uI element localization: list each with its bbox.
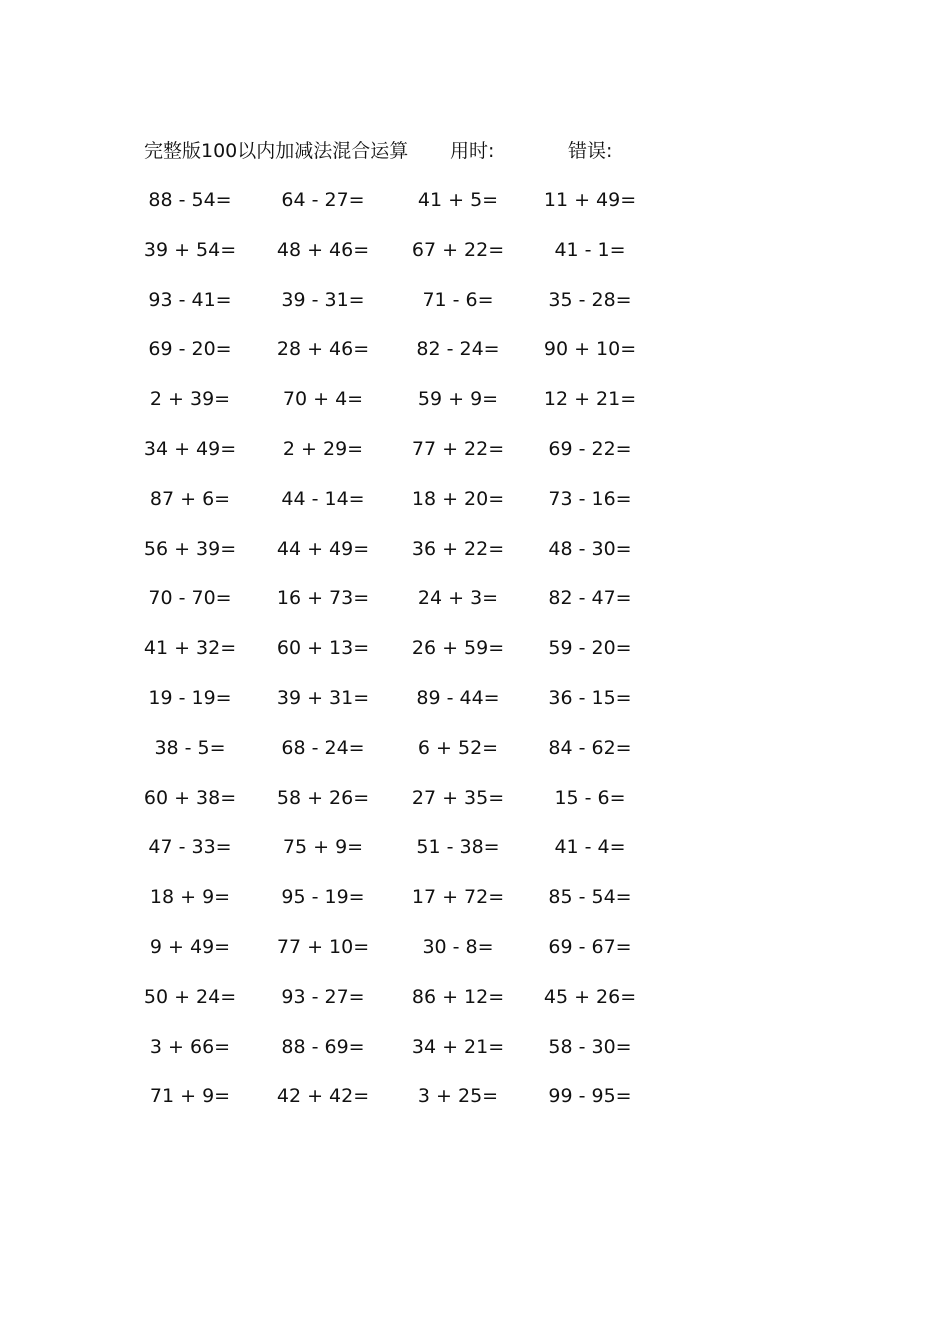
math-problem: 3 + 66= bbox=[149, 1035, 231, 1058]
math-problem: 82 - 24= bbox=[416, 338, 500, 361]
math-problem: 90 + 10= bbox=[543, 338, 637, 361]
math-problem: 73 - 16= bbox=[548, 487, 632, 510]
problem-row bbox=[0, 479, 950, 529]
math-problem: 42 + 42= bbox=[276, 1085, 370, 1108]
math-problem: 2 + 29= bbox=[282, 437, 364, 460]
problem-row bbox=[0, 578, 950, 628]
math-problem: 18 + 9= bbox=[149, 886, 231, 909]
math-problem: 26 + 59= bbox=[411, 637, 505, 660]
math-problem: 36 - 15= bbox=[548, 686, 632, 709]
worksheet-title: 完整版100以内加减法混合运算 bbox=[144, 140, 409, 162]
math-problem: 15 - 6= bbox=[554, 786, 626, 809]
math-problem: 70 + 4= bbox=[282, 388, 364, 411]
math-problem: 36 + 22= bbox=[411, 537, 505, 560]
math-problem: 69 - 67= bbox=[548, 935, 632, 958]
math-problem: 38 - 5= bbox=[154, 736, 226, 759]
math-problem: 51 - 38= bbox=[416, 836, 500, 859]
math-problem: 59 + 9= bbox=[417, 388, 499, 411]
math-problem: 58 + 26= bbox=[276, 786, 370, 809]
math-problem: 45 + 26= bbox=[543, 985, 637, 1008]
math-problem: 41 - 1= bbox=[554, 238, 626, 261]
math-problem: 68 - 24= bbox=[281, 736, 365, 759]
problem-row bbox=[0, 230, 950, 280]
problem-row bbox=[0, 728, 950, 778]
math-problem: 87 + 6= bbox=[149, 487, 231, 510]
problem-row bbox=[0, 628, 950, 678]
math-problem: 75 + 9= bbox=[282, 836, 364, 859]
problem-grid bbox=[0, 180, 950, 1126]
math-problem: 88 - 69= bbox=[281, 1035, 365, 1058]
math-problem: 30 - 8= bbox=[422, 935, 494, 958]
math-problem: 41 + 32= bbox=[143, 637, 237, 660]
math-problem: 82 - 47= bbox=[548, 587, 632, 610]
math-problem: 16 + 73= bbox=[276, 587, 370, 610]
math-problem: 18 + 20= bbox=[411, 487, 505, 510]
math-problem: 71 + 9= bbox=[149, 1085, 231, 1108]
math-problem: 59 - 20= bbox=[548, 637, 632, 660]
math-problem: 93 - 41= bbox=[148, 288, 232, 311]
problem-row bbox=[0, 529, 950, 579]
error-label: 错误: bbox=[568, 140, 613, 162]
math-problem: 47 - 33= bbox=[148, 836, 232, 859]
math-problem: 86 + 12= bbox=[411, 985, 505, 1008]
problem-row bbox=[0, 429, 950, 479]
math-problem: 28 + 46= bbox=[276, 338, 370, 361]
problem-row bbox=[0, 827, 950, 877]
math-problem: 19 - 19= bbox=[148, 686, 232, 709]
problem-row bbox=[0, 678, 950, 728]
math-problem: 27 + 35= bbox=[411, 786, 505, 809]
math-problem: 89 - 44= bbox=[416, 686, 500, 709]
math-problem: 58 - 30= bbox=[548, 1035, 632, 1058]
math-problem: 48 - 30= bbox=[548, 537, 632, 560]
math-problem: 84 - 62= bbox=[548, 736, 632, 759]
math-problem: 60 + 38= bbox=[143, 786, 237, 809]
math-problem: 99 - 95= bbox=[548, 1085, 632, 1108]
math-problem: 39 - 31= bbox=[281, 288, 365, 311]
math-problem: 35 - 28= bbox=[548, 288, 632, 311]
math-problem: 39 + 54= bbox=[143, 238, 237, 261]
math-problem: 69 - 20= bbox=[148, 338, 232, 361]
math-problem: 3 + 25= bbox=[417, 1085, 499, 1108]
math-problem: 56 + 39= bbox=[143, 537, 237, 560]
math-problem: 44 + 49= bbox=[276, 537, 370, 560]
problem-row bbox=[0, 329, 950, 379]
math-problem: 88 - 54= bbox=[148, 189, 232, 211]
problem-row bbox=[0, 927, 950, 977]
math-problem: 12 + 21= bbox=[543, 388, 637, 411]
problem-row bbox=[0, 977, 950, 1027]
math-problem: 69 - 22= bbox=[548, 437, 632, 460]
math-problem: 60 + 13= bbox=[276, 637, 370, 660]
math-problem: 17 + 72= bbox=[411, 886, 505, 909]
math-problem: 95 - 19= bbox=[281, 886, 365, 909]
problem-row bbox=[0, 1027, 950, 1077]
problem-row bbox=[0, 280, 950, 330]
math-problem: 9 + 49= bbox=[149, 935, 231, 958]
problem-row bbox=[0, 778, 950, 828]
math-problem: 77 + 10= bbox=[276, 935, 370, 958]
math-problem: 67 + 22= bbox=[411, 238, 505, 261]
math-problem: 93 - 27= bbox=[281, 985, 365, 1008]
math-problem: 77 + 22= bbox=[411, 437, 505, 460]
math-problem: 34 + 49= bbox=[143, 437, 237, 460]
math-problem: 34 + 21= bbox=[411, 1035, 505, 1058]
math-problem: 70 - 70= bbox=[148, 587, 232, 610]
math-problem: 48 + 46= bbox=[276, 238, 370, 261]
time-label: 用时: bbox=[450, 140, 495, 162]
math-problem: 64 - 27= bbox=[281, 189, 365, 211]
problem-row bbox=[0, 877, 950, 927]
math-problem: 11 + 49= bbox=[543, 189, 637, 211]
problem-row bbox=[0, 379, 950, 429]
math-problem: 85 - 54= bbox=[548, 886, 632, 909]
math-problem: 6 + 52= bbox=[417, 736, 499, 759]
math-problem: 24 + 3= bbox=[417, 587, 499, 610]
problem-row bbox=[0, 180, 950, 230]
math-problem: 2 + 39= bbox=[149, 388, 231, 411]
math-problem: 41 - 4= bbox=[554, 836, 626, 859]
math-problem: 41 + 5= bbox=[417, 189, 499, 211]
math-problem: 50 + 24= bbox=[143, 985, 237, 1008]
math-problem: 44 - 14= bbox=[281, 487, 365, 510]
problem-row bbox=[0, 1076, 950, 1126]
math-problem: 39 + 31= bbox=[276, 686, 370, 709]
worksheet-header bbox=[0, 136, 950, 166]
math-problem: 71 - 6= bbox=[422, 288, 494, 311]
